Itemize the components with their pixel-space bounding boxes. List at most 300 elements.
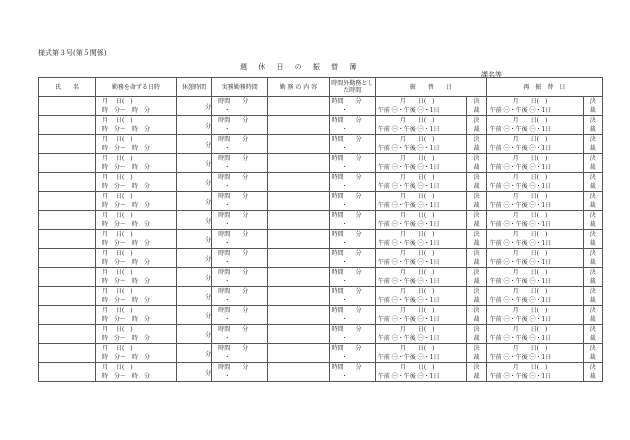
decision-char-1: 決	[473, 212, 480, 219]
transfer-day-cell[interactable]	[375, 97, 466, 116]
actual-hours-cell[interactable]	[212, 325, 268, 344]
decision-char-2: 裁	[473, 183, 480, 190]
break-time-cell[interactable]	[176, 192, 212, 211]
name-cell[interactable]	[39, 325, 96, 344]
overtime-cell[interactable]	[329, 230, 375, 249]
transfer-date-text: 月 日( )	[399, 212, 435, 219]
transfer-day-cell[interactable]	[375, 287, 466, 306]
actual-hours-text: 時間 分	[218, 326, 249, 333]
work-date-text: 月 日( )	[102, 345, 133, 352]
overtime-dot: ・	[341, 373, 348, 380]
actual-hours-dot: ・	[224, 354, 231, 361]
overtime-dot: ・	[341, 335, 348, 342]
transfer-date-text: 月 日( )	[399, 136, 435, 143]
name-cell[interactable]	[39, 135, 96, 154]
overtime-cell[interactable]	[329, 173, 375, 192]
decision-char-2: 裁	[589, 145, 596, 152]
actual-hours-dot: ・	[224, 221, 231, 228]
retransfer-date-text: 月 日( )	[512, 364, 548, 371]
retransfer-day-cell[interactable]	[486, 268, 583, 287]
overtime-dot: ・	[341, 164, 348, 171]
retransfer-period-text: 午前 ㊀・午後 ㊀・1日	[489, 278, 552, 285]
break-unit-text: 分	[205, 179, 212, 187]
overtime-text: 時間 分	[331, 174, 362, 181]
work-time-text: 時 分～ 時 分	[102, 240, 151, 247]
work-content-cell[interactable]	[268, 325, 329, 344]
work-content-cell[interactable]	[268, 344, 329, 363]
decision-char-2: 裁	[589, 354, 596, 361]
name-cell[interactable]	[39, 249, 96, 268]
name-cell[interactable]	[39, 268, 96, 287]
retransfer-period-text: 午前 ㊀・午後 ㊀・1日	[489, 354, 552, 361]
overtime-cell[interactable]	[329, 154, 375, 173]
break-time-cell[interactable]	[176, 287, 212, 306]
transfer-day-cell[interactable]	[375, 325, 466, 344]
work-content-cell[interactable]	[268, 306, 329, 325]
transfer-day-cell[interactable]	[375, 268, 466, 287]
decision-char-2: 裁	[589, 278, 596, 285]
break-time-cell[interactable]	[176, 154, 212, 173]
retransfer-decision-cell	[583, 116, 602, 135]
decision-char-1: 決	[589, 231, 596, 238]
decision-char-1: 決	[589, 326, 596, 333]
break-time-cell[interactable]	[176, 230, 212, 249]
actual-hours-cell[interactable]	[212, 211, 268, 230]
retransfer-date-text: 月 日( )	[512, 155, 548, 162]
decision-char-2: 裁	[473, 221, 480, 228]
decision-char-1: 決	[473, 269, 480, 276]
actual-hours-dot: ・	[224, 316, 231, 323]
work-date-text: 月 日( )	[102, 136, 133, 143]
retransfer-date-text: 月 日( )	[512, 345, 548, 352]
actual-hours-dot: ・	[224, 373, 231, 380]
name-cell[interactable]	[39, 97, 96, 116]
decision-char-2: 裁	[589, 164, 596, 171]
overtime-text: 時間 分	[331, 364, 362, 371]
transfer-day-cell[interactable]	[375, 173, 466, 192]
work-date-text: 月 日( )	[102, 174, 133, 181]
actual-hours-dot: ・	[224, 183, 231, 190]
break-unit-text: 分	[205, 198, 212, 206]
break-unit-text: 分	[205, 331, 212, 339]
transfer-period-text: 午前 ㊀・午後 ㊀・1日	[377, 240, 440, 247]
decision-char-1: 決	[589, 269, 596, 276]
overtime-cell[interactable]	[329, 306, 375, 325]
overtime-cell[interactable]	[329, 325, 375, 344]
work-datetime-cell[interactable]	[96, 268, 177, 287]
transfer-day-cell[interactable]	[375, 230, 466, 249]
name-cell[interactable]	[39, 306, 96, 325]
break-time-cell[interactable]	[176, 249, 212, 268]
name-cell[interactable]	[39, 192, 96, 211]
transfer-register-table	[38, 77, 603, 382]
break-unit-text: 分	[205, 236, 212, 244]
decision-char-1: 決	[473, 364, 480, 371]
retransfer-date-text: 月 日( )	[512, 231, 548, 238]
retransfer-date-text: 月 日( )	[512, 193, 548, 200]
decision-char-1: 決	[589, 193, 596, 200]
work-date-text: 月 日( )	[102, 231, 133, 238]
transfer-date-text: 月 日( )	[399, 231, 435, 238]
name-cell[interactable]	[39, 116, 96, 135]
actual-hours-cell[interactable]	[212, 154, 268, 173]
actual-hours-cell[interactable]	[212, 135, 268, 154]
actual-hours-cell[interactable]	[212, 268, 268, 287]
work-content-cell[interactable]	[268, 173, 329, 192]
table-row	[39, 116, 603, 135]
decision-char-1: 決	[473, 307, 480, 314]
break-unit-text: 分	[205, 103, 212, 111]
retransfer-day-cell[interactable]	[486, 116, 583, 135]
transfer-decision-cell	[467, 192, 486, 211]
actual-hours-cell[interactable]	[212, 230, 268, 249]
overtime-text: 時間 分	[331, 193, 362, 200]
actual-hours-cell[interactable]	[212, 249, 268, 268]
transfer-day-cell[interactable]	[375, 192, 466, 211]
transfer-date-text: 月 日( )	[399, 174, 435, 181]
retransfer-day-cell[interactable]	[486, 173, 583, 192]
overtime-text: 時間 分	[331, 155, 362, 162]
retransfer-period-text: 午前 ㊀・午後 ㊀・1日	[489, 202, 552, 209]
transfer-period-text: 午前 ㊀・午後 ㊀・1日	[377, 297, 440, 304]
overtime-text: 時間 分	[331, 250, 362, 257]
work-time-text: 時 分～ 時 分	[102, 221, 151, 228]
decision-char-2: 裁	[473, 202, 480, 209]
header-name: 氏 名	[39, 78, 96, 97]
work-time-text: 時 分～ 時 分	[102, 145, 151, 152]
transfer-day-cell[interactable]	[375, 211, 466, 230]
decision-char-2: 裁	[589, 126, 596, 133]
decision-char-1: 決	[589, 136, 596, 143]
retransfer-period-text: 午前 ㊀・午後 ㊀・1日	[489, 259, 552, 266]
name-cell[interactable]	[39, 363, 96, 382]
retransfer-day-cell[interactable]	[486, 230, 583, 249]
retransfer-period-text: 午前 ㊀・午後 ㊀・1日	[489, 240, 552, 247]
retransfer-day-cell[interactable]	[486, 192, 583, 211]
work-date-text: 月 日( )	[102, 155, 133, 162]
work-content-cell[interactable]	[268, 97, 329, 116]
transfer-decision-cell	[467, 116, 486, 135]
work-time-text: 時 分～ 時 分	[102, 183, 151, 190]
retransfer-period-text: 午前 ㊀・午後 ㊀・1日	[489, 221, 552, 228]
work-content-cell[interactable]	[268, 192, 329, 211]
transfer-decision-cell	[467, 268, 486, 287]
transfer-decision-cell	[467, 306, 486, 325]
decision-char-1: 決	[473, 326, 480, 333]
work-datetime-cell[interactable]	[96, 230, 177, 249]
break-time-cell[interactable]	[176, 363, 212, 382]
actual-hours-cell[interactable]	[212, 363, 268, 382]
transfer-date-text: 月 日( )	[399, 307, 435, 314]
actual-hours-text: 時間 分	[218, 250, 249, 257]
break-time-cell[interactable]	[176, 306, 212, 325]
retransfer-decision-cell	[583, 173, 602, 192]
retransfer-day-cell[interactable]	[486, 97, 583, 116]
transfer-decision-cell	[467, 97, 486, 116]
work-datetime-cell[interactable]	[96, 97, 177, 116]
table-row	[39, 363, 603, 382]
work-time-text: 時 分～ 時 分	[102, 354, 151, 361]
overtime-cell[interactable]	[329, 211, 375, 230]
break-time-cell[interactable]	[176, 135, 212, 154]
work-datetime-cell[interactable]	[96, 306, 177, 325]
transfer-day-cell[interactable]	[375, 116, 466, 135]
transfer-period-text: 午前 ㊀・午後 ㊀・1日	[377, 259, 440, 266]
overtime-cell[interactable]	[329, 344, 375, 363]
transfer-day-cell[interactable]	[375, 363, 466, 382]
retransfer-decision-cell	[583, 287, 602, 306]
work-date-text: 月 日( )	[102, 307, 133, 314]
break-time-cell[interactable]	[176, 268, 212, 287]
retransfer-period-text: 午前 ㊀・午後 ㊀・1日	[489, 164, 552, 171]
name-cell[interactable]	[39, 287, 96, 306]
overtime-cell[interactable]	[329, 116, 375, 135]
retransfer-date-text: 月 日( )	[512, 307, 548, 314]
transfer-date-text: 月 日( )	[399, 364, 435, 371]
break-time-cell[interactable]	[176, 325, 212, 344]
retransfer-date-text: 月 日( )	[512, 250, 548, 257]
transfer-day-cell[interactable]	[375, 154, 466, 173]
work-date-text: 月 日( )	[102, 364, 133, 371]
retransfer-date-text: 月 日( )	[512, 174, 548, 181]
transfer-period-text: 午前 ㊀・午後 ㊀・1日	[377, 316, 440, 323]
work-content-cell[interactable]	[268, 230, 329, 249]
decision-char-1: 決	[589, 288, 596, 295]
transfer-date-text: 月 日( )	[399, 326, 435, 333]
work-content-cell[interactable]	[268, 287, 329, 306]
decision-char-1: 決	[589, 364, 596, 371]
retransfer-date-text: 月 日( )	[512, 269, 548, 276]
break-unit-text: 分	[205, 160, 212, 168]
actual-hours-cell[interactable]	[212, 306, 268, 325]
retransfer-period-text: 午前 ㊀・午後 ㊀・1日	[489, 126, 552, 133]
overtime-text: 時間 分	[331, 345, 362, 352]
retransfer-day-cell[interactable]	[486, 344, 583, 363]
overtime-dot: ・	[341, 240, 348, 247]
decision-char-1: 決	[589, 174, 596, 181]
work-datetime-cell[interactable]	[96, 344, 177, 363]
decision-char-1: 決	[589, 307, 596, 314]
work-content-cell[interactable]	[268, 363, 329, 382]
transfer-decision-cell	[467, 344, 486, 363]
retransfer-period-text: 午前 ㊀・午後 ㊀・1日	[489, 297, 552, 304]
actual-hours-dot: ・	[224, 202, 231, 209]
table-row	[39, 306, 603, 325]
decision-char-1: 決	[589, 117, 596, 124]
transfer-decision-cell	[467, 230, 486, 249]
overtime-dot: ・	[341, 183, 348, 190]
overtime-cell[interactable]	[329, 97, 375, 116]
work-datetime-cell[interactable]	[96, 173, 177, 192]
break-unit-text: 分	[205, 274, 212, 282]
retransfer-day-cell[interactable]	[486, 135, 583, 154]
retransfer-date-text: 月 日( )	[512, 326, 548, 333]
work-datetime-cell[interactable]	[96, 154, 177, 173]
retransfer-date-text: 月 日( )	[512, 98, 548, 105]
name-cell[interactable]	[39, 230, 96, 249]
actual-hours-cell[interactable]	[212, 116, 268, 135]
decision-char-2: 裁	[589, 259, 596, 266]
name-cell[interactable]	[39, 173, 96, 192]
actual-hours-text: 時間 分	[218, 174, 249, 181]
transfer-date-text: 月 日( )	[399, 98, 435, 105]
retransfer-date-text: 月 日( )	[512, 136, 548, 143]
actual-hours-dot: ・	[224, 126, 231, 133]
overtime-cell[interactable]	[329, 135, 375, 154]
actual-hours-cell[interactable]	[212, 97, 268, 116]
work-content-cell[interactable]	[268, 154, 329, 173]
retransfer-day-cell[interactable]	[486, 325, 583, 344]
transfer-decision-cell	[467, 325, 486, 344]
overtime-cell[interactable]	[329, 363, 375, 382]
decision-char-1: 決	[589, 250, 596, 257]
name-cell[interactable]	[39, 344, 96, 363]
work-datetime-cell[interactable]	[96, 287, 177, 306]
actual-hours-text: 時間 分	[218, 288, 249, 295]
actual-hours-dot: ・	[224, 278, 231, 285]
work-date-text: 月 日( )	[102, 193, 133, 200]
header-transfer-day: 振 替 日	[375, 78, 486, 97]
decision-char-2: 裁	[589, 240, 596, 247]
retransfer-decision-cell	[583, 192, 602, 211]
retransfer-date-text: 月 日( )	[512, 117, 548, 124]
break-time-cell[interactable]	[176, 116, 212, 135]
actual-hours-cell[interactable]	[212, 287, 268, 306]
work-date-text: 月 日( )	[102, 326, 133, 333]
decision-char-2: 裁	[589, 297, 596, 304]
work-datetime-cell[interactable]	[96, 211, 177, 230]
retransfer-day-cell[interactable]	[486, 363, 583, 382]
transfer-date-text: 月 日( )	[399, 250, 435, 257]
decision-char-1: 決	[589, 155, 596, 162]
break-time-cell[interactable]	[176, 344, 212, 363]
work-content-cell[interactable]	[268, 249, 329, 268]
overtime-cell[interactable]	[329, 249, 375, 268]
transfer-decision-cell	[467, 287, 486, 306]
table-row	[39, 230, 603, 249]
decision-char-2: 裁	[473, 354, 480, 361]
table-row	[39, 344, 603, 363]
decision-char-1: 決	[473, 288, 480, 295]
work-datetime-cell[interactable]	[96, 249, 177, 268]
overtime-text: 時間 分	[331, 326, 362, 333]
actual-hours-text: 時間 分	[218, 364, 249, 371]
break-unit-text: 分	[205, 369, 212, 377]
work-datetime-cell[interactable]	[96, 363, 177, 382]
actual-hours-text: 時間 分	[218, 345, 249, 352]
actual-hours-dot: ・	[224, 107, 231, 114]
header-work-content: 勤 務 の 内 容	[268, 78, 329, 97]
retransfer-decision-cell	[583, 344, 602, 363]
decision-char-2: 裁	[473, 335, 480, 342]
actual-hours-dot: ・	[224, 259, 231, 266]
actual-hours-text: 時間 分	[218, 98, 249, 105]
actual-hours-text: 時間 分	[218, 117, 249, 124]
retransfer-day-cell[interactable]	[486, 287, 583, 306]
work-datetime-cell[interactable]	[96, 325, 177, 344]
decision-char-2: 裁	[473, 259, 480, 266]
transfer-period-text: 午前 ㊀・午後 ㊀・1日	[377, 145, 440, 152]
work-content-cell[interactable]	[268, 135, 329, 154]
overtime-text: 時間 分	[331, 136, 362, 143]
work-date-text: 月 日( )	[102, 117, 133, 124]
overtime-dot: ・	[341, 221, 348, 228]
work-datetime-cell[interactable]	[96, 116, 177, 135]
work-content-cell[interactable]	[268, 211, 329, 230]
actual-hours-cell[interactable]	[212, 344, 268, 363]
decision-char-1: 決	[589, 212, 596, 219]
overtime-text: 時間 分	[331, 288, 362, 295]
transfer-date-text: 月 日( )	[399, 345, 435, 352]
work-time-text: 時 分～ 時 分	[102, 316, 151, 323]
actual-hours-text: 時間 分	[218, 269, 249, 276]
overtime-text: 時間 分	[331, 307, 362, 314]
transfer-day-cell[interactable]	[375, 306, 466, 325]
work-datetime-cell[interactable]	[96, 192, 177, 211]
retransfer-day-cell[interactable]	[486, 154, 583, 173]
table-row	[39, 154, 603, 173]
decision-char-1: 決	[473, 193, 480, 200]
retransfer-day-cell[interactable]	[486, 249, 583, 268]
header-actual-hours: 実務勤務時間	[212, 78, 268, 97]
transfer-day-cell[interactable]	[375, 135, 466, 154]
work-time-text: 時 分～ 時 分	[102, 335, 151, 342]
break-unit-text: 分	[205, 312, 212, 320]
actual-hours-cell[interactable]	[212, 173, 268, 192]
retransfer-period-text: 午前 ㊀・午後 ㊀・1日	[489, 335, 552, 342]
decision-char-2: 裁	[473, 107, 480, 114]
decision-char-2: 裁	[589, 316, 596, 323]
work-content-cell[interactable]	[268, 268, 329, 287]
table-row	[39, 211, 603, 230]
transfer-date-text: 月 日( )	[399, 155, 435, 162]
retransfer-decision-cell	[583, 325, 602, 344]
overtime-dot: ・	[341, 202, 348, 209]
retransfer-period-text: 午前 ㊀・午後 ㊀・1日	[489, 373, 552, 380]
work-content-cell[interactable]	[268, 116, 329, 135]
break-time-cell[interactable]	[176, 97, 212, 116]
transfer-date-text: 月 日( )	[399, 117, 435, 124]
retransfer-day-cell[interactable]	[486, 306, 583, 325]
table-row	[39, 135, 603, 154]
decision-char-1: 決	[473, 345, 480, 352]
actual-hours-cell[interactable]	[212, 192, 268, 211]
overtime-cell[interactable]	[329, 287, 375, 306]
decision-char-1: 決	[473, 117, 480, 124]
overtime-cell[interactable]	[329, 192, 375, 211]
actual-hours-text: 時間 分	[218, 231, 249, 238]
transfer-day-cell[interactable]	[375, 249, 466, 268]
break-time-cell[interactable]	[176, 173, 212, 192]
transfer-decision-cell	[467, 211, 486, 230]
transfer-period-text: 午前 ㊀・午後 ㊀・1日	[377, 126, 440, 133]
retransfer-date-text: 月 日( )	[512, 288, 548, 295]
transfer-day-cell[interactable]	[375, 344, 466, 363]
retransfer-decision-cell	[583, 211, 602, 230]
overtime-text: 時間 分	[331, 117, 362, 124]
work-datetime-cell[interactable]	[96, 135, 177, 154]
name-cell[interactable]	[39, 154, 96, 173]
overtime-text: 時間 分	[331, 212, 362, 219]
decision-char-1: 決	[473, 250, 480, 257]
transfer-period-text: 午前 ㊀・午後 ㊀・1日	[377, 373, 440, 380]
break-time-cell[interactable]	[176, 211, 212, 230]
break-unit-text: 分	[205, 141, 212, 149]
overtime-dot: ・	[341, 297, 348, 304]
name-cell[interactable]	[39, 211, 96, 230]
overtime-cell[interactable]	[329, 268, 375, 287]
retransfer-day-cell[interactable]	[486, 211, 583, 230]
